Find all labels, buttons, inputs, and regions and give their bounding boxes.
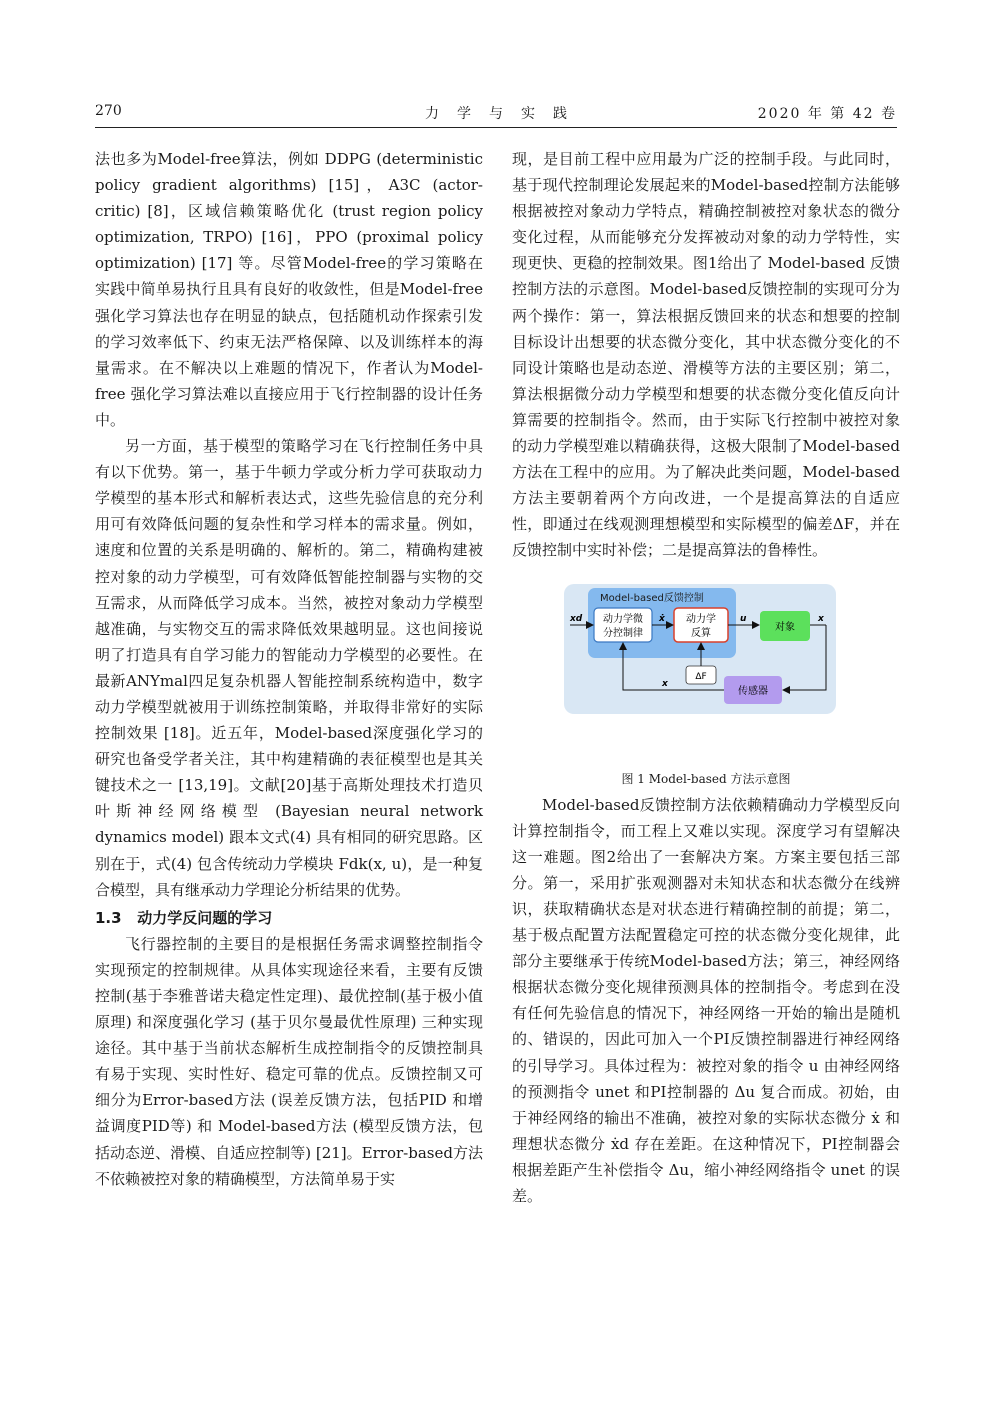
delta-f-label: ΔF [695, 671, 707, 682]
right-column [512, 146, 900, 1209]
left-paragraph-2: 另一方面，基于模型的策略学习在飞行控制任务中具有以下优势。第一，基于牛顿力学或分析力学可获取动力学模型的基本形式和解析表达式，这些先验信息的充分利用可有效降低问题的复杂性和学习样本的需求量。例如，速度和位置的关系是明确的、解析的。第二，精确构建被控对象的动力学模型，可有效降低智能控制器与实物的交互需求，从而降低学习成本。当然，被控对象动力学模型越准确，与实物交互的需求降低效果越明显。这也间接说明了打造具有自学习能力的智能动力学模型的必要性。在最新ANYmal四足复杂机器人智能控制系统构造中，数字动力学模型就被用于训练控制策略，并取得非常好的实际控制效果 [18]。近五年，Model-based深度强化学习的研究也备受学者关注，其中构建精确的表征模型也是其关键技术之一 [13,19]。文献[20]基于高斯处理技术打造贝叶斯神经网络模型 (Bayesian neural network dynamics model) 跟本文式(4) 具有相同的研究思路。区别在于，式(4) 包含传统动力学模块 Fdk(x, u)，是一种复合模型，具有继承动力学理论分析结果的优势。 [95, 437, 483, 899]
volume-info: 2020 年 第 42 卷 [757, 106, 897, 122]
left-paragraph-1: 法也多为Model-free算法，例如 DDPG (deterministic policy gradient algorithms) [15]，A3C (actor-critic) [8]，区域信赖策略优化 (trust region policy optimization, TRPO) [16]，PPO (proximal policy optimization) [17] 等。尽管Model-free的学习策略在实践中简单易执行且具有良好的收敛性，但是Model-free强化学习算法也存在明显的缺点，包括随机动作探索引发的学习效率低下、约束无法严格保障、以及训练样本的海量需求。在不解决以上难题的情况下，作者认为Model-free 强化学习算法难以直接应用于飞行控制器的设计任务中。 [95, 150, 483, 429]
right-paragraph-2: Model-based反馈控制方法依赖精确动力学模型反向计算控制指令，而工程上又难以实现。深度学习有望解决这一难题。图2给出了一套解决方案。方案主要包括三部分。第一，采用扩张观测器对未知状态和状态微分在线辨识，获取精确状态是对状态进行精确控制的前提；第二，基于极点配置方法配置稳定可控的状态微分变化规律，此部分主要继承于传统Model-based方法；第三，神经网络根据状态微分变化规律预测具体的控制指令。考虑到在没有任何先验信息的情况下，神经网络一开始的输出是随机的、错误的，因此可加入一个PI反馈控制器进行神经网络的引导学习。具体过程为：被控对象的指令 u 由神经网络的预测指令 unet 和PI控制器的 Δu 复合而成。初始，由于神经网络的输出不准确，被控对象的实际状态微分 ẋ 和理想状态微分 ẋd 存在差距。在这种情况下，PI控制器会根据差距产生补偿指令 Δu，缩小神经网络指令 unet 的误差。 [512, 795, 900, 1205]
left-column [95, 146, 483, 1192]
block1-line1: 动力学微 [603, 613, 643, 625]
model-based-diagram [564, 584, 836, 714]
figure-caption: 图 1 Model-based 方法示意图 [621, 771, 791, 786]
page-header [95, 101, 897, 125]
left-paragraph-3: 飞行器控制的主要目的是根据任务需求调整控制指令实现预定的控制规律。从具体实现途径来看，主要有反馈控制(基于李雅普诺夫稳定性定理)、最优控制(基于极小值原理) 和深度强化学习 (基于贝尔曼最优性原理) 三种实现途径。其中基于当前状态解析生成控制指令的反馈控制具有易于实现、实时性好、稳定可靠的优点。反馈控制又可细分为Error-based方法 (误差反馈方法，包括PID 和增益调度PID等) 和 Model-based方法 (模型反馈方法，包括动态逆、滑模、自适应控制等) [21]。Error-based方法不依赖被控对象的精确模型，方法简单易于实 [95, 934, 483, 1188]
feedback-x-label: x [662, 678, 668, 689]
section-title: 动力学反问题的学习 [137, 908, 273, 927]
input-label: xd [570, 613, 583, 624]
block1-line2: 分控制律 [603, 627, 643, 639]
header-rule [95, 127, 897, 128]
u-label: u [740, 613, 747, 624]
group-title: Model-based反馈控制 [600, 592, 704, 604]
plant-label: 对象 [775, 621, 795, 633]
right-paragraph-1: 现，是目前工程中应用最为广泛的控制手段。与此同时，基于现代控制理论发展起来的Model-based控制方法能够根据被控对象动力学特点，精确控制被控对象状态的微分变化过程，从而能够充分发挥被动对象的动力学特性，实现更快、更稳的控制效果。图1给出了 Model-based 反馈控制方法的示意图。Model-based反馈控制的实现可分为两个操作：第一，算法根据反馈回来的状态和想要的控制目标设计出想要的状态微分变化，其中状态微分变化的不同设计策略也是动态逆、滑模等方法的主要区别；第二，算法根据微分动力学模型和想要的状态微分变化值反向计算需要的控制指令。然而，由于实际飞行控制中被控对象的动力学模型难以精确获得，这极大限制了Model-based方法在工程中的应用。为了解决此类问题，Model-based方法主要朝着两个方向改进，一个是提高算法的自适应性，即通过在线观测理想模型和实际模型的偏差ΔF，并在反馈控制中实时补偿；二是提高算法的鲁棒性。 [512, 150, 900, 560]
block2-line1: 动力学 [686, 613, 716, 625]
journal-title: 力学与实践 [425, 106, 585, 122]
block2-line2: 反算 [691, 627, 711, 639]
section-number: 1.3 [95, 908, 122, 927]
page-number: 270 [95, 103, 122, 119]
sensor-label: 传感器 [738, 685, 768, 697]
output-x-label: x [818, 613, 824, 624]
section-heading [95, 905, 483, 931]
figure-1 [512, 570, 900, 766]
xdot-label: ẋ [659, 613, 665, 624]
